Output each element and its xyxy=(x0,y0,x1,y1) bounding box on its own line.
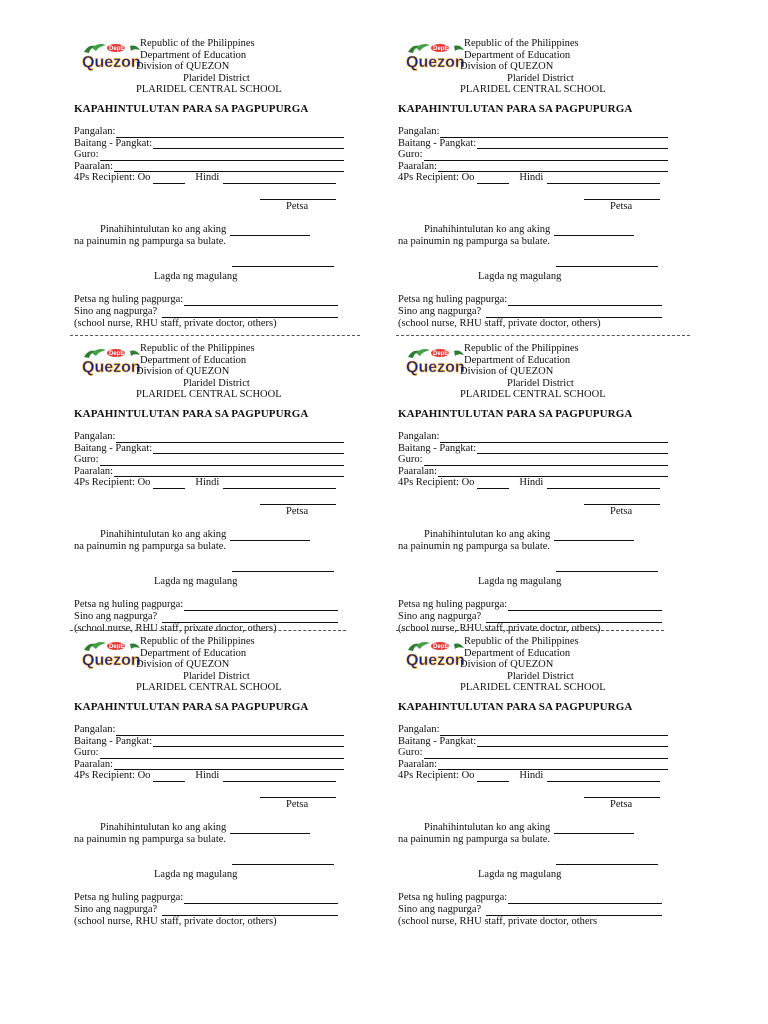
hindi-label: Hindi xyxy=(519,477,544,489)
student-info-fields xyxy=(398,724,668,782)
pangalan-label: Pangalan: xyxy=(74,724,116,735)
baitang-row[interactable] xyxy=(74,138,344,150)
fourps-row xyxy=(398,172,660,184)
who-dewormed-label: Sino ang nagpurga? xyxy=(74,904,158,915)
baitang-blank[interactable] xyxy=(153,444,344,454)
consent-row xyxy=(100,822,310,834)
baitang-label: Baitang - Pangkat: xyxy=(398,442,477,454)
paaralan-label: Paaralan: xyxy=(398,465,438,477)
baitang-row[interactable] xyxy=(398,736,668,748)
guro-label: Guro: xyxy=(398,149,423,161)
fourps-row xyxy=(398,477,660,489)
logo-badge-text: DepEd xyxy=(109,644,129,650)
baitang-blank[interactable] xyxy=(477,737,668,747)
slip-title: KAPAHINTULUTAN PARA SA PAGPUPURGA xyxy=(74,408,309,420)
petsa-label: Petsa xyxy=(610,799,633,810)
cut-line xyxy=(396,630,664,631)
oo-blank[interactable] xyxy=(477,772,509,782)
oo-blank[interactable] xyxy=(153,479,185,489)
pangalan-label: Pangalan: xyxy=(398,724,440,735)
signature-blank[interactable] xyxy=(232,855,334,865)
lagda-label: Lagda ng magulang xyxy=(478,869,562,880)
slip-title: KAPAHINTULUTAN PARA SA PAGPUPURGA xyxy=(74,103,309,115)
paaralan-blank[interactable] xyxy=(114,467,344,477)
consent-text: Pinahihintulutan ko ang aking xyxy=(424,224,551,235)
consent-text: Pinahihintulutan ko ang aking xyxy=(100,822,227,833)
header-district: Plaridel District xyxy=(507,377,574,389)
guro-label: Guro: xyxy=(74,747,99,759)
pangalan-row[interactable] xyxy=(398,431,668,443)
hindi-blank[interactable] xyxy=(223,174,336,184)
guro-row[interactable] xyxy=(74,747,344,759)
last-deworm-label: Petsa ng huling pagpurga: xyxy=(398,294,508,305)
child-name-blank[interactable] xyxy=(230,824,310,834)
lagda-label: Lagda ng magulang xyxy=(478,576,562,587)
paaralan-row[interactable] xyxy=(398,161,668,173)
header-division: Division of QUEZON xyxy=(460,659,554,670)
logo-quezon-text: Quezon xyxy=(406,359,465,376)
who-dewormed-blank[interactable] xyxy=(486,906,662,916)
last-deworm-blank[interactable] xyxy=(184,894,338,904)
header-republic: Republic of the Philippines xyxy=(140,343,255,354)
header-district: Plaridel District xyxy=(183,72,250,84)
guro-label: Guro: xyxy=(398,454,423,466)
child-name-blank[interactable] xyxy=(554,824,634,834)
who-dewormed-label: Sino ang nagpurga? xyxy=(74,306,158,317)
last-deworm-row xyxy=(74,294,338,306)
header-republic: Republic of the Philippines xyxy=(140,38,255,49)
guro-row[interactable] xyxy=(74,454,344,466)
signature-blank[interactable] xyxy=(556,257,658,267)
deworm-options: (school nurse, RHU staff, private doctor, others) xyxy=(398,623,601,634)
hindi-blank[interactable] xyxy=(547,174,660,184)
last-deworm-label: Petsa ng huling pagpurga: xyxy=(398,892,508,903)
permission-slip-6 xyxy=(398,636,698,927)
lagda-label: Lagda ng magulang xyxy=(478,271,562,282)
slip-title: KAPAHINTULUTAN PARA SA PAGPUPURGA xyxy=(398,103,633,115)
consent-row xyxy=(424,224,634,236)
baitang-row[interactable] xyxy=(74,443,344,455)
hindi-label: Hindi xyxy=(519,770,544,782)
last-deworm-label: Petsa ng huling pagpurga: xyxy=(74,892,184,903)
who-dewormed-label: Sino ang nagpurga? xyxy=(398,904,482,915)
paaralan-blank[interactable] xyxy=(438,467,668,477)
last-deworm-row xyxy=(398,294,662,306)
deped-quezon-logo xyxy=(404,640,466,670)
petsa-blank[interactable] xyxy=(260,495,336,505)
header-department: Department of Education xyxy=(464,647,571,659)
header-division: Division of QUEZON xyxy=(460,61,554,72)
logo-quezon-text: Quezon xyxy=(82,652,141,669)
slip-title: KAPAHINTULUTAN PARA SA PAGPUPURGA xyxy=(74,701,309,713)
hindi-blank[interactable] xyxy=(547,479,660,489)
guro-blank[interactable] xyxy=(100,456,345,466)
permission-slip-3 xyxy=(74,343,374,634)
petsa-blank[interactable] xyxy=(260,190,336,200)
cut-line xyxy=(396,335,690,336)
signature-blank[interactable] xyxy=(556,855,658,865)
last-deworm-label: Petsa ng huling pagpurga: xyxy=(74,294,184,305)
header-department: Department of Education xyxy=(140,647,247,659)
permission-slip-5 xyxy=(74,636,374,927)
paaralan-row[interactable] xyxy=(398,466,668,478)
header-district: Plaridel District xyxy=(183,670,250,682)
last-deworm-label: Petsa ng huling pagpurga: xyxy=(74,599,184,610)
pangalan-blank[interactable] xyxy=(116,128,344,138)
last-deworm-row xyxy=(74,599,338,611)
lagda-label: Lagda ng magulang xyxy=(154,869,238,880)
guro-row[interactable] xyxy=(398,747,668,759)
slip-header xyxy=(398,636,698,694)
pangalan-row[interactable] xyxy=(74,431,344,443)
who-dewormed-row xyxy=(398,306,662,318)
who-dewormed-blank[interactable] xyxy=(486,308,662,318)
header-republic: Republic of the Philippines xyxy=(140,636,255,647)
header-department: Department of Education xyxy=(140,49,247,61)
guro-row[interactable] xyxy=(74,149,344,161)
hindi-label: Hindi xyxy=(195,477,220,489)
who-dewormed-row xyxy=(398,611,662,623)
header-school: PLARIDEL CENTRAL SCHOOL xyxy=(136,389,282,400)
signature-blank[interactable] xyxy=(232,257,334,267)
pangalan-label: Pangalan: xyxy=(398,126,440,137)
slip-header xyxy=(74,343,374,401)
consent-continuation: na painumin ng pampurga sa bulate. xyxy=(398,541,551,552)
student-info-fields xyxy=(74,126,344,184)
pangalan-label: Pangalan: xyxy=(74,431,116,442)
header-school: PLARIDEL CENTRAL SCHOOL xyxy=(460,682,606,693)
consent-text: Pinahihintulutan ko ang aking xyxy=(100,529,227,540)
logo-badge-text: DepEd xyxy=(109,351,129,357)
hindi-label: Hindi xyxy=(519,172,544,184)
student-info-fields xyxy=(398,126,668,184)
hindi-blank[interactable] xyxy=(547,772,660,782)
oo-blank[interactable] xyxy=(477,479,509,489)
logo-quezon-text: Quezon xyxy=(82,359,141,376)
deworm-options: (school nurse, RHU staff, private doctor, others) xyxy=(74,916,277,927)
slip-header xyxy=(74,38,374,96)
hindi-label: Hindi xyxy=(195,172,220,184)
fourps-label: 4Ps Recipient: Oo xyxy=(74,477,151,489)
baitang-label: Baitang - Pangkat: xyxy=(74,735,153,747)
pangalan-label: Pangalan: xyxy=(398,431,440,442)
guro-row[interactable] xyxy=(398,149,668,161)
petsa-label: Petsa xyxy=(286,506,309,517)
paaralan-label: Paaralan: xyxy=(398,160,438,172)
oo-blank[interactable] xyxy=(153,772,185,782)
fourps-label: 4Ps Recipient: Oo xyxy=(398,477,475,489)
lagda-label: Lagda ng magulang xyxy=(154,271,238,282)
paaralan-label: Paaralan: xyxy=(74,160,114,172)
deworm-options: (school nurse, RHU staff, private doctor, others) xyxy=(74,318,277,329)
baitang-label: Baitang - Pangkat: xyxy=(398,735,477,747)
paaralan-row[interactable] xyxy=(74,759,344,771)
child-name-blank[interactable] xyxy=(554,531,634,541)
fourps-label: 4Ps Recipient: Oo xyxy=(398,770,475,782)
consent-row xyxy=(100,224,310,236)
petsa-blank[interactable] xyxy=(584,190,660,200)
fourps-row xyxy=(74,770,336,782)
pangalan-row[interactable] xyxy=(74,724,344,736)
header-republic: Republic of the Philippines xyxy=(464,636,579,647)
paaralan-blank[interactable] xyxy=(438,760,668,770)
petsa-label: Petsa xyxy=(610,201,633,212)
logo-badge-text: DepEd xyxy=(109,46,129,52)
slip-title: KAPAHINTULUTAN PARA SA PAGPUPURGA xyxy=(398,408,633,420)
logo-quezon-text: Quezon xyxy=(82,54,141,71)
who-dewormed-blank[interactable] xyxy=(162,613,338,623)
header-district: Plaridel District xyxy=(183,377,250,389)
petsa-label: Petsa xyxy=(610,506,633,517)
cut-line xyxy=(70,335,360,336)
oo-blank[interactable] xyxy=(477,174,509,184)
guro-label: Guro: xyxy=(398,747,423,759)
header-school: PLARIDEL CENTRAL SCHOOL xyxy=(460,389,606,400)
paaralan-blank[interactable] xyxy=(438,162,668,172)
consent-row xyxy=(424,529,634,541)
who-dewormed-label: Sino ang nagpurga? xyxy=(398,611,482,622)
consent-text: Pinahihintulutan ko ang aking xyxy=(424,529,551,540)
header-school: PLARIDEL CENTRAL SCHOOL xyxy=(136,682,282,693)
pangalan-row[interactable] xyxy=(398,724,668,736)
consent-text: Pinahihintulutan ko ang aking xyxy=(424,822,551,833)
permission-slip-4 xyxy=(398,343,698,634)
who-dewormed-row xyxy=(398,904,662,916)
paaralan-label: Paaralan: xyxy=(398,758,438,770)
who-dewormed-blank[interactable] xyxy=(486,613,662,623)
pangalan-blank[interactable] xyxy=(116,726,344,736)
guro-row[interactable] xyxy=(398,454,668,466)
header-department: Department of Education xyxy=(464,354,571,366)
petsa-blank[interactable] xyxy=(260,788,336,798)
who-dewormed-row xyxy=(74,306,338,318)
petsa-blank[interactable] xyxy=(584,495,660,505)
pangalan-row[interactable] xyxy=(74,126,344,138)
fourps-row xyxy=(398,770,660,782)
who-dewormed-row xyxy=(74,611,338,623)
who-dewormed-label: Sino ang nagpurga? xyxy=(74,611,158,622)
hindi-blank[interactable] xyxy=(223,479,336,489)
slip-header xyxy=(74,636,374,694)
baitang-blank[interactable] xyxy=(153,737,344,747)
consent-continuation: na painumin ng pampurga sa bulate. xyxy=(74,834,227,845)
last-deworm-blank[interactable] xyxy=(184,601,338,611)
last-deworm-row xyxy=(398,599,662,611)
guro-blank[interactable] xyxy=(100,749,345,759)
paaralan-row[interactable] xyxy=(74,161,344,173)
consent-row xyxy=(100,529,310,541)
last-deworm-blank[interactable] xyxy=(508,296,662,306)
consent-text: Pinahihintulutan ko ang aking xyxy=(100,224,227,235)
fourps-label: 4Ps Recipient: Oo xyxy=(398,172,475,184)
deped-quezon-logo xyxy=(404,42,466,72)
paaralan-row[interactable] xyxy=(398,759,668,771)
baitang-row[interactable] xyxy=(398,138,668,150)
last-deworm-row xyxy=(398,892,662,904)
deped-quezon-logo xyxy=(404,347,466,377)
paaralan-blank[interactable] xyxy=(114,162,344,172)
child-name-blank[interactable] xyxy=(230,226,310,236)
consent-continuation: na painumin ng pampurga sa bulate. xyxy=(398,834,551,845)
who-dewormed-blank[interactable] xyxy=(162,308,338,318)
who-dewormed-row xyxy=(74,904,338,916)
hindi-blank[interactable] xyxy=(223,772,336,782)
permission-slip-2 xyxy=(398,38,698,329)
header-district: Plaridel District xyxy=(507,670,574,682)
baitang-row[interactable] xyxy=(74,736,344,748)
paaralan-blank[interactable] xyxy=(114,760,344,770)
deped-quezon-logo xyxy=(80,640,142,670)
header-division: Division of QUEZON xyxy=(136,366,230,377)
pangalan-blank[interactable] xyxy=(440,433,668,443)
header-school: PLARIDEL CENTRAL SCHOOL xyxy=(136,84,282,95)
slip-header xyxy=(398,38,698,96)
oo-blank[interactable] xyxy=(153,174,185,184)
header-division: Division of QUEZON xyxy=(136,659,230,670)
child-name-blank[interactable] xyxy=(230,531,310,541)
petsa-blank[interactable] xyxy=(584,788,660,798)
pangalan-blank[interactable] xyxy=(440,726,668,736)
header-school: PLARIDEL CENTRAL SCHOOL xyxy=(460,84,606,95)
header-division: Division of QUEZON xyxy=(460,366,554,377)
header-district: Plaridel District xyxy=(507,72,574,84)
last-deworm-label: Petsa ng huling pagpurga: xyxy=(398,599,508,610)
paaralan-label: Paaralan: xyxy=(74,758,114,770)
last-deworm-blank[interactable] xyxy=(508,894,662,904)
deworm-options: (school nurse, RHU staff, private doctor, others) xyxy=(74,623,277,634)
header-division: Division of QUEZON xyxy=(136,61,230,72)
lagda-label: Lagda ng magulang xyxy=(154,576,238,587)
consent-row xyxy=(424,822,634,834)
baitang-row[interactable] xyxy=(398,443,668,455)
baitang-label: Baitang - Pangkat: xyxy=(74,137,153,149)
petsa-label: Petsa xyxy=(286,799,309,810)
paaralan-row[interactable] xyxy=(74,466,344,478)
who-dewormed-blank[interactable] xyxy=(162,906,338,916)
slip-header xyxy=(398,343,698,401)
guro-label: Guro: xyxy=(74,149,99,161)
logo-quezon-text: Quezon xyxy=(406,652,465,669)
guro-blank[interactable] xyxy=(100,151,345,161)
slip-title: KAPAHINTULUTAN PARA SA PAGPUPURGA xyxy=(398,701,633,713)
deped-quezon-logo xyxy=(80,42,142,72)
header-republic: Republic of the Philippines xyxy=(464,38,579,49)
student-info-fields xyxy=(398,431,668,489)
petsa-label: Petsa xyxy=(286,201,309,212)
baitang-label: Baitang - Pangkat: xyxy=(74,442,153,454)
consent-continuation: na painumin ng pampurga sa bulate. xyxy=(74,541,227,552)
guro-blank[interactable] xyxy=(424,456,669,466)
last-deworm-blank[interactable] xyxy=(508,601,662,611)
child-name-blank[interactable] xyxy=(554,226,634,236)
logo-badge-text: DepEd xyxy=(433,644,453,650)
fourps-label: 4Ps Recipient: Oo xyxy=(74,770,151,782)
consent-continuation: na painumin ng pampurga sa bulate. xyxy=(74,236,227,247)
pangalan-label: Pangalan: xyxy=(74,126,116,137)
signature-blank[interactable] xyxy=(232,562,334,572)
last-deworm-row xyxy=(74,892,338,904)
paaralan-label: Paaralan: xyxy=(74,465,114,477)
student-info-fields xyxy=(74,724,344,782)
baitang-blank[interactable] xyxy=(153,139,344,149)
baitang-blank[interactable] xyxy=(477,444,668,454)
fourps-row xyxy=(74,477,336,489)
consent-continuation: na painumin ng pampurga sa bulate. xyxy=(398,236,551,247)
deworm-options: (school nurse, RHU staff, private doctor, others) xyxy=(398,318,601,329)
deped-quezon-logo xyxy=(80,347,142,377)
cut-line xyxy=(70,630,346,631)
guro-label: Guro: xyxy=(74,454,99,466)
pangalan-blank[interactable] xyxy=(440,128,668,138)
hindi-label: Hindi xyxy=(195,770,220,782)
logo-quezon-text: Quezon xyxy=(406,54,465,71)
last-deworm-blank[interactable] xyxy=(184,296,338,306)
pangalan-row[interactable] xyxy=(398,126,668,138)
header-department: Department of Education xyxy=(140,354,247,366)
header-department: Department of Education xyxy=(464,49,571,61)
fourps-row xyxy=(74,172,336,184)
header-republic: Republic of the Philippines xyxy=(464,343,579,354)
student-info-fields xyxy=(74,431,344,489)
fourps-label: 4Ps Recipient: Oo xyxy=(74,172,151,184)
permission-slip-1 xyxy=(74,38,374,329)
guro-blank[interactable] xyxy=(424,749,669,759)
pangalan-blank[interactable] xyxy=(116,433,344,443)
deworm-options: (school nurse, RHU staff, private doctor, others xyxy=(398,916,598,927)
logo-badge-text: DepEd xyxy=(433,351,453,357)
signature-blank[interactable] xyxy=(556,562,658,572)
guro-blank[interactable] xyxy=(424,151,669,161)
logo-badge-text: DepEd xyxy=(433,46,453,52)
baitang-blank[interactable] xyxy=(477,139,668,149)
baitang-label: Baitang - Pangkat: xyxy=(398,137,477,149)
who-dewormed-label: Sino ang nagpurga? xyxy=(398,306,482,317)
